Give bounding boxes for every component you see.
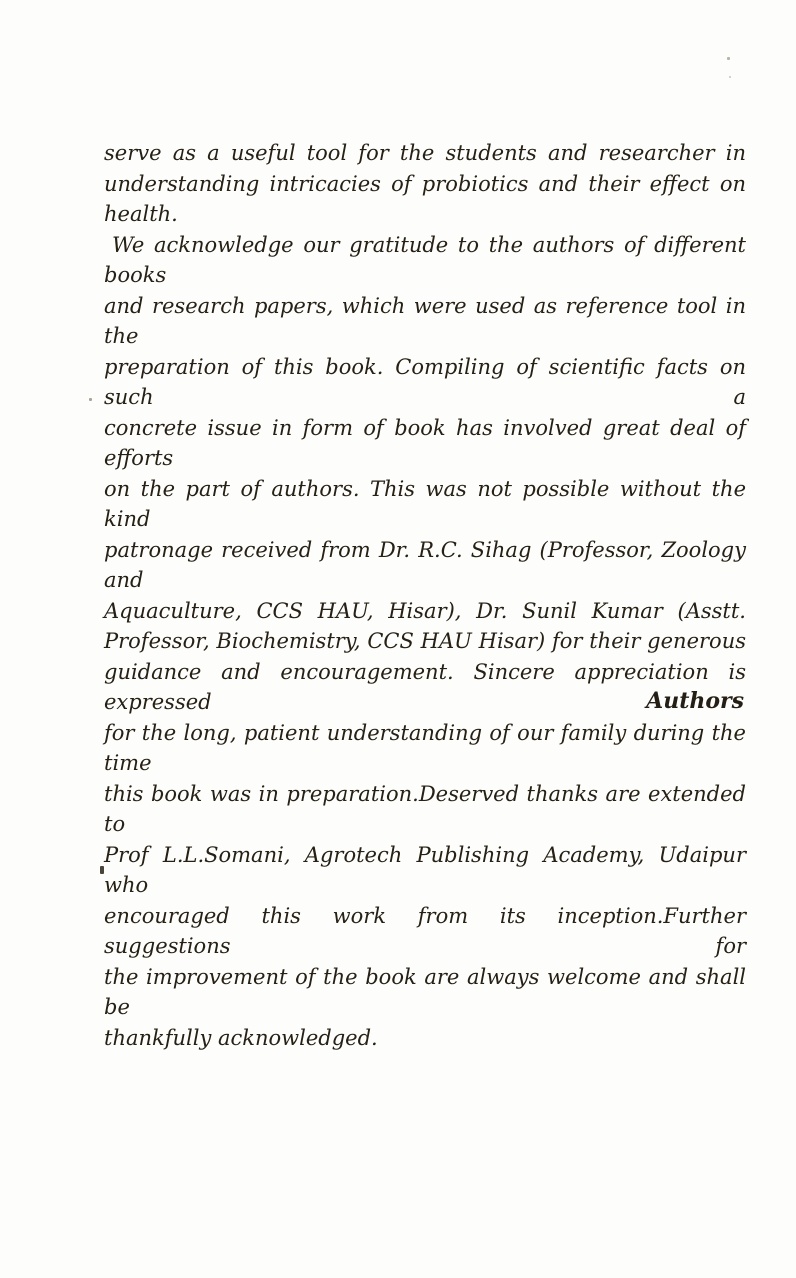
- text-line: Aquaculture, CCS HAU, Hisar), Dr. Sunil Kumar (Asstt.: [104, 598, 746, 623]
- text-line: thankfully acknowledged.: [104, 1025, 378, 1050]
- text-line: Professor, Biochemistry, CCS HAU Hisar) for their generous: [104, 629, 746, 653]
- text-line: this book was in preparation.Deserved thanks are extended to: [104, 781, 746, 836]
- text-line: on the part of authors. This was not possible without the kind: [104, 476, 746, 531]
- text-line: guidance and encouragement. Sincere appreciation is expressed: [104, 659, 746, 714]
- text-line: concrete issue in form of book has involved great deal of efforts: [104, 415, 746, 470]
- text-line: encouraged this work from its inception.Further suggestions for: [104, 903, 746, 958]
- scan-speck: [89, 398, 92, 401]
- text-line: the improvement of the book are always welcome and shall be: [104, 964, 746, 1019]
- scan-speck: [727, 57, 730, 60]
- text-line: and research papers, which were used as reference tool in the: [104, 293, 746, 348]
- text-line: serve as a useful tool for the students and researcher in: [104, 141, 746, 165]
- text-line: patronage received from Dr. R.C. Sihag (Professor, Zoology and: [104, 537, 746, 592]
- scan-speck: [729, 76, 731, 78]
- text-line: Prof L.L.Somani, Agrotech Publishing Academy, Udaipur who: [104, 842, 746, 897]
- preface-text-block: [104, 138, 746, 1053]
- text-line: We acknowledge our gratitude to the authors of different books: [104, 232, 746, 287]
- text-line: understanding intricacies of probiotics and their effect on health.: [104, 171, 746, 226]
- authors-signature: Authors: [646, 688, 744, 714]
- text-line: for the long, patient understanding of our family during the time: [104, 720, 746, 775]
- text-line: preparation of this book. Compiling of scientific facts on such a: [104, 354, 746, 409]
- scan-speck: [100, 866, 104, 874]
